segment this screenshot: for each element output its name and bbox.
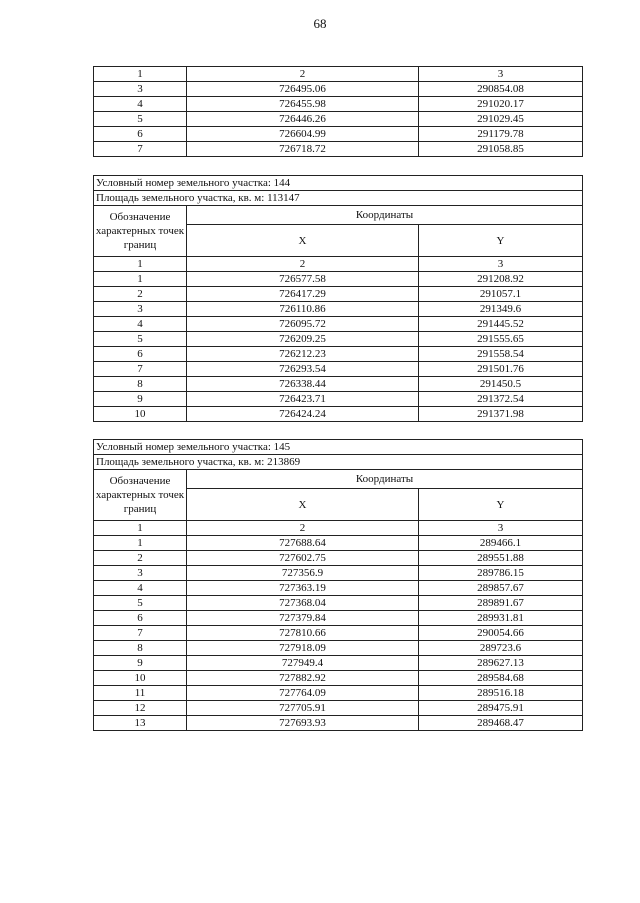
table-row	[94, 347, 583, 362]
x-coordinate-cell: 727356.9	[187, 566, 419, 581]
point-number-cell: 6	[94, 347, 187, 362]
column-index-row	[94, 521, 583, 536]
x-coordinate-cell: 2	[187, 257, 419, 272]
y-coordinate-cell: 291020.17	[419, 97, 583, 112]
parcel-area: Площадь земельного участка, кв. м: 213869	[94, 455, 583, 470]
point-number-cell: 1	[94, 257, 187, 272]
y-coordinate-cell: 289627.13	[419, 656, 583, 671]
table-row	[94, 112, 583, 127]
x-coordinate-cell: 726212.23	[187, 347, 419, 362]
point-number-cell: 7	[94, 362, 187, 377]
point-number-cell: 3	[94, 82, 187, 97]
coordinates-table-continued	[93, 66, 583, 157]
table-row	[94, 302, 583, 317]
x-coordinate-cell: 727764.09	[187, 686, 419, 701]
y-coordinate-cell: 289475.91	[419, 701, 583, 716]
x-coordinate-cell: 727693.93	[187, 716, 419, 731]
x-coordinate-cell: 727705.91	[187, 701, 419, 716]
point-number-cell: 10	[94, 407, 187, 422]
point-designation-header: Обозначение характерных точек границ	[94, 470, 187, 521]
y-coordinate-cell: 291371.98	[419, 407, 583, 422]
x-coordinate-cell: 727918.09	[187, 641, 419, 656]
table-row	[94, 127, 583, 142]
x-coordinate-cell: 726424.24	[187, 407, 419, 422]
y-coordinate-cell: 289931.81	[419, 611, 583, 626]
x-coordinate-cell: 2	[187, 67, 419, 82]
y-coordinate-cell: 291445.52	[419, 317, 583, 332]
parcel-number: Условный номер земельного участка: 144	[94, 176, 583, 191]
y-coordinate-cell: 291208.92	[419, 272, 583, 287]
table-row	[94, 641, 583, 656]
y-coordinate-cell: 289857.67	[419, 581, 583, 596]
table-row	[94, 626, 583, 641]
y-coordinate-cell: 290054.66	[419, 626, 583, 641]
column-index-row	[94, 67, 583, 82]
x-coordinate-cell: 726095.72	[187, 317, 419, 332]
table-row	[94, 656, 583, 671]
y-coordinate-cell: 291029.45	[419, 112, 583, 127]
y-header: Y	[419, 489, 583, 521]
table-row	[94, 581, 583, 596]
table-row	[94, 407, 583, 422]
y-coordinate-cell: 291058.85	[419, 142, 583, 157]
point-number-cell: 7	[94, 142, 187, 157]
point-number-cell: 3	[94, 302, 187, 317]
point-number-cell: 9	[94, 656, 187, 671]
table-row	[94, 97, 583, 112]
table-row	[94, 362, 583, 377]
point-number-cell: 13	[94, 716, 187, 731]
point-number-cell: 7	[94, 626, 187, 641]
x-coordinate-cell: 2	[187, 521, 419, 536]
y-coordinate-cell: 289786.15	[419, 566, 583, 581]
y-coordinate-cell: 291372.54	[419, 392, 583, 407]
x-coordinate-cell: 727379.84	[187, 611, 419, 626]
y-coordinate-cell: 290854.08	[419, 82, 583, 97]
point-number-cell: 2	[94, 551, 187, 566]
x-coordinate-cell: 727602.75	[187, 551, 419, 566]
table-row	[94, 536, 583, 551]
y-coordinate-cell: 291555.65	[419, 332, 583, 347]
point-number-cell: 1	[94, 521, 187, 536]
point-number-cell: 5	[94, 596, 187, 611]
point-number-cell: 12	[94, 701, 187, 716]
x-coordinate-cell: 726338.44	[187, 377, 419, 392]
x-coordinate-cell: 727363.19	[187, 581, 419, 596]
table-row	[94, 596, 583, 611]
y-coordinate-cell: 291558.54	[419, 347, 583, 362]
y-coordinate-cell: 289516.18	[419, 686, 583, 701]
table-row	[94, 566, 583, 581]
y-coordinate-cell: 291179.78	[419, 127, 583, 142]
point-number-cell: 1	[94, 272, 187, 287]
table-row	[94, 142, 583, 157]
parcel-144-table	[93, 175, 583, 422]
x-coordinate-cell: 727368.04	[187, 596, 419, 611]
point-number-cell: 8	[94, 377, 187, 392]
table-row	[94, 287, 583, 302]
column-index-row	[94, 257, 583, 272]
x-coordinate-cell: 727949.4	[187, 656, 419, 671]
point-number-cell: 1	[94, 536, 187, 551]
y-coordinate-cell: 289723.6	[419, 641, 583, 656]
table-row	[94, 671, 583, 686]
point-number-cell: 2	[94, 287, 187, 302]
y-coordinate-cell: 289468.47	[419, 716, 583, 731]
point-number-cell: 5	[94, 112, 187, 127]
parcel-145-table	[93, 439, 583, 731]
point-number-cell: 4	[94, 581, 187, 596]
parcel-number: Условный номер земельного участка: 145	[94, 440, 583, 455]
point-number-cell: 5	[94, 332, 187, 347]
x-coordinate-cell: 726455.98	[187, 97, 419, 112]
point-number-cell: 6	[94, 611, 187, 626]
table-row	[94, 377, 583, 392]
x-coordinate-cell: 727882.92	[187, 671, 419, 686]
x-coordinate-cell: 727688.64	[187, 536, 419, 551]
parcel-area: Площадь земельного участка, кв. м: 113147	[94, 191, 583, 206]
point-number-cell: 11	[94, 686, 187, 701]
y-coordinate-cell: 289466.1	[419, 536, 583, 551]
x-coordinate-cell: 726209.25	[187, 332, 419, 347]
coordinates-header: Координаты	[187, 470, 583, 489]
coordinates-header: Координаты	[187, 206, 583, 225]
x-coordinate-cell: 726495.06	[187, 82, 419, 97]
y-coordinate-cell: 291349.6	[419, 302, 583, 317]
y-coordinate-cell: 291450.5	[419, 377, 583, 392]
y-coordinate-cell: 289891.67	[419, 596, 583, 611]
x-coordinate-cell: 726110.86	[187, 302, 419, 317]
point-number-cell: 9	[94, 392, 187, 407]
y-coordinate-cell: 3	[419, 257, 583, 272]
x-coordinate-cell: 726604.99	[187, 127, 419, 142]
x-header: X	[187, 225, 419, 257]
point-number-cell: 6	[94, 127, 187, 142]
point-number-cell: 10	[94, 671, 187, 686]
y-coordinate-cell: 291057.1	[419, 287, 583, 302]
point-designation-header: Обозначение характерных точек границ	[94, 206, 187, 257]
point-number-cell: 3	[94, 566, 187, 581]
x-coordinate-cell: 727810.66	[187, 626, 419, 641]
point-number-cell: 4	[94, 317, 187, 332]
point-number-cell: 1	[94, 67, 187, 82]
table-row	[94, 686, 583, 701]
table-row	[94, 332, 583, 347]
table-row	[94, 551, 583, 566]
point-number-cell: 4	[94, 97, 187, 112]
table-row	[94, 272, 583, 287]
table-row	[94, 701, 583, 716]
table-row	[94, 611, 583, 626]
y-coordinate-cell: 3	[419, 67, 583, 82]
y-coordinate-cell: 3	[419, 521, 583, 536]
y-header: Y	[419, 225, 583, 257]
y-coordinate-cell: 289551.88	[419, 551, 583, 566]
page-number: 68	[313, 16, 327, 31]
x-coordinate-cell: 726293.54	[187, 362, 419, 377]
x-coordinate-cell: 726577.58	[187, 272, 419, 287]
point-number-cell: 8	[94, 641, 187, 656]
x-coordinate-cell: 726423.71	[187, 392, 419, 407]
x-coordinate-cell: 726417.29	[187, 287, 419, 302]
table-row	[94, 716, 583, 731]
x-header: X	[187, 489, 419, 521]
y-coordinate-cell: 291501.76	[419, 362, 583, 377]
table-row	[94, 317, 583, 332]
x-coordinate-cell: 726718.72	[187, 142, 419, 157]
table-row	[94, 82, 583, 97]
table-row	[94, 392, 583, 407]
x-coordinate-cell: 726446.26	[187, 112, 419, 127]
y-coordinate-cell: 289584.68	[419, 671, 583, 686]
